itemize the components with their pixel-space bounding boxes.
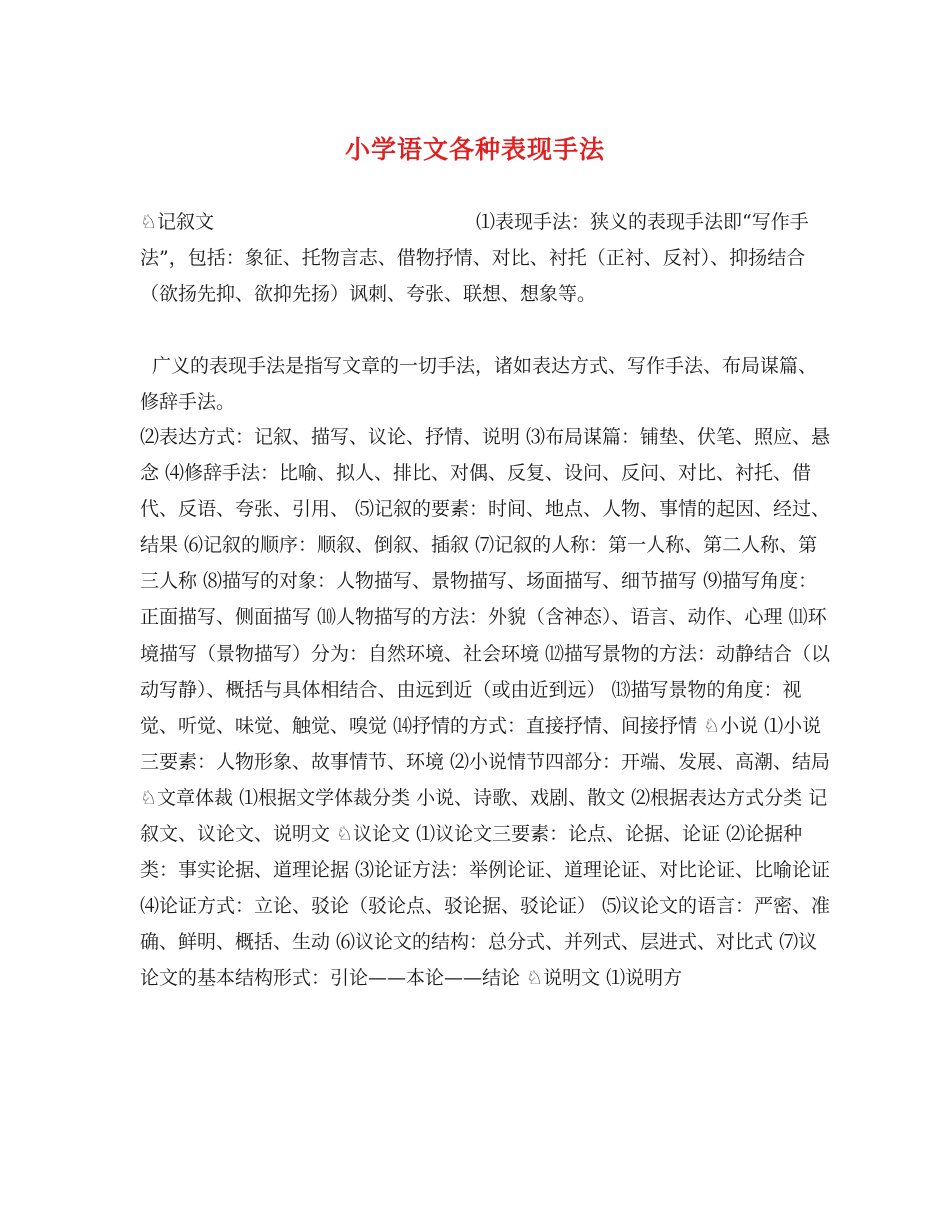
document-title: 小学语文各种表现手法 — [344, 135, 605, 164]
section-heading-narrative: ♘记叙文 — [140, 211, 215, 233]
paragraph-text: 广义的表现手法是指写文章的一切手法，诸如表达方式、写作手法、布局谋篇、修辞手法。 — [140, 355, 818, 413]
paragraph-broad-definition — [140, 348, 835, 420]
paragraph-techniques-list: ⑵表达方式：记叙、描写、议论、抒情、说明 ⑶布局谋篇：铺垫、伏笔、照应、悬念 ⑷修辞手法：比喻、拟人、排比、对偶、反复、设问、反问、对比、衬托、借代、反语、夸张、引用、 ⑸记叙的要素：时间、地点、人物、事情的起因、经过、结果 ⑹记叙的顺序：顺叙、倒叙、插叙 ⑺记叙的人称：第一人称、第二人称、第三人称 ⑻描写的对象：人物描写、景物描写、场面描写、细节描写 ⑼描写角度：正面描写、侧面描写 ⑽人物描写的方法：外貌（含神态）、语言、动作、心理 ⑾环境描写（景物描写）分为：自然环境、社会环境 ⑿描写景物的方法：动静结合（以动写静）、概括与具体相结合、由远到近（或由近到远） ⒀描写景物的角度：视觉、听觉、味觉、触觉、嗅觉 ⒁抒情的方式：直接抒情、间接抒情 ♘小说 ⑴小说三要素：人物形象、故事情节、环境 ⑵小说情节四部分：开端、发展、高潮、结局 ♘文章体裁 ⑴根据文学体裁分类 小说、诗歌、戏剧、散文 ⑵根据表达方式分类 记叙文、议论文、说明文 ♘议论文 ⑴议论文三要素：论点、论据、论证 ⑵论据种类：事实论据、道理论据 ⑶论证方法：举例论证、道理论证、对比论证、比喻论证 ⑷论证方式：立论、驳论（驳论点、驳论据、驳论证） ⑸议论文的语言：严密、准确、鲜明、概括、生动 ⑹议论文的结构：总分式、并列式、层进式、对比式 ⑺议论文的基本结构形式：引论——本论——结论 ♘说明文 ⑴说明方 — [140, 426, 831, 990]
paragraph-narrative-intro — [140, 204, 835, 312]
paragraph-text: ⑴表现手法：狭义的表现手法即“写作手法”，包括：象征、托物言志、借物抒情、对比、衬托（正衬、反衬）、抑扬结合（欲扬先抑、欲抑先扬）讽刺、夸张、联想、想象等。 — [140, 211, 809, 305]
